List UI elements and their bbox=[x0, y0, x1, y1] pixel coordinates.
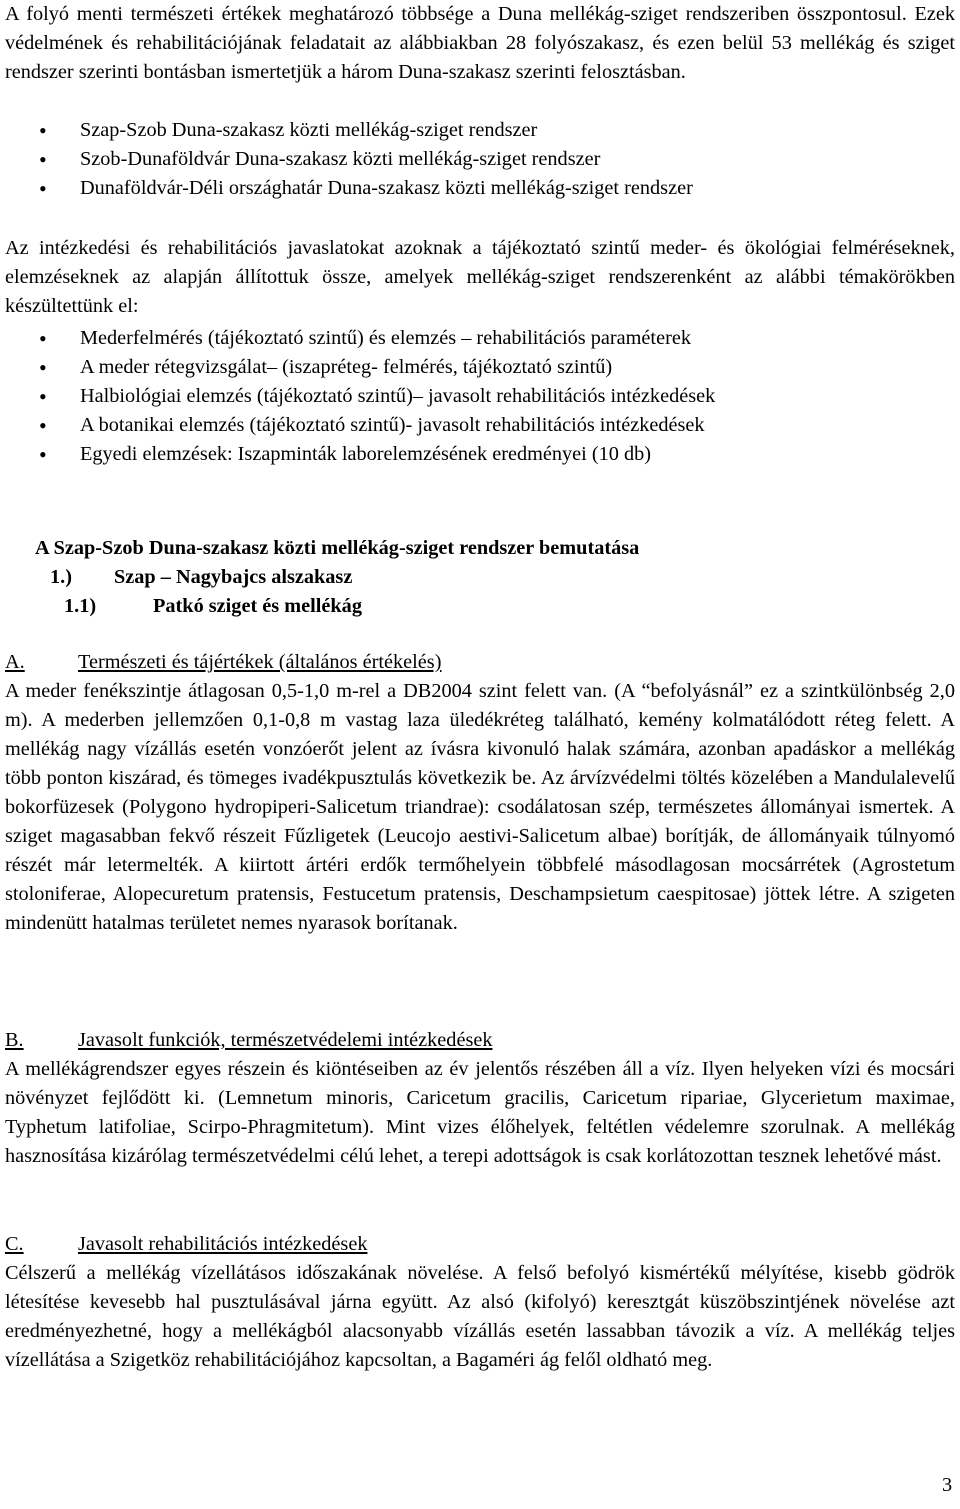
list-item: • Halbiológiai elemzés (tájékoztató szintű)– javasolt rehabilitációs intézkedések bbox=[5, 382, 955, 411]
section-c-text: Célszerű a mellékág vízellátásos időszakának növelése. A felső befolyó kismértékű mélyítése, kisebb gödrök létesítése kevesebb hal pusztulásával járna együtt. Az alsó (kifolyó) keresztgát küszöbszintjének növelése azt eredményezhetné, hogy a mellékágból alacsonyabb vízállás esetén lassabban távozik a víz. A mellékág teljes vízellátása a Szigetköz rehabilitációjához kapcsoltan, a Bagaméri ág felől oldható meg. bbox=[5, 1262, 955, 1371]
subheading-2 bbox=[64, 592, 362, 621]
intro-paragraph: A folyó menti természeti értékek meghatározó többsége a Duna mellékág-sziget rendszeriben összpontosul. Ezek védelmének és rehabilitációjának feladatait az alábbiakban 28 folyószakasz, és ezen belül 53 mellékág és sziget rendszer szerinti bontásban ismertetjük a három Duna-szakasz szerinti felosztásban. bbox=[5, 3, 955, 83]
section-b-heading bbox=[5, 1026, 492, 1055]
section-a-heading bbox=[5, 648, 441, 677]
list-item: • A botanikai elemzés (tájékoztató szintű)- javasolt rehabilitációs intézkedések bbox=[5, 411, 955, 440]
section-b-label: B. bbox=[5, 1029, 24, 1051]
list-item: • Szob-Dunaföldvár Duna-szakasz közti mellékág-sziget rendszer bbox=[5, 145, 955, 174]
list-item: • Szap-Szob Duna-szakasz közti mellékág-sziget rendszer bbox=[5, 116, 955, 145]
list-item: • Mederfelmérés (tájékoztató szintű) és elemzés – rehabilitációs paraméterek bbox=[5, 324, 955, 353]
section-c-title: Javasolt rehabilitációs intézkedések bbox=[78, 1233, 368, 1255]
subheading-1-number: 1.) bbox=[50, 566, 72, 588]
subheading-2-number: 1.1) bbox=[64, 595, 97, 617]
list-item: • Egyedi elemzések: Iszapminták laborelemzésének eredményei (10 db) bbox=[5, 440, 955, 469]
subheading-1-text: Szap – Nagybajcs alszakasz bbox=[114, 566, 353, 588]
subheading-1 bbox=[50, 563, 352, 592]
main-heading: A Szap-Szob Duna-szakasz közti mellékág-sziget rendszer bemutatása bbox=[35, 537, 640, 559]
section-a-text: A meder fenékszintje átlagosan 0,5-1,0 m-rel a DB2004 szint felett van. (A “befolyásnál” ez a szintkülönbség 2,0 m). A mederben jellemzően 0,1-0,8 m vastag laza üledékréteg található, kemény kolmatálódott réteg felett. A mellékág nagy vízállás esetén vonzóerőt jelent az ívásra kivonuló halak számára, azonban apadáskor a mellékág több ponton kiszárad, és tömeges ivadékpusztulás következik be. Az árvízvédelmi töltés közelében a Mandulalevelű bokorfüzesek (Polygono hydropiperi-Salicetum triandrae): csodálatosan szép, természetes állományai ismertek. A sziget magasabban fekvő részeit Fűzligetek (Leucojo aestivi-Salicetum albae) borítják, de állományaik túlnyomó részét már letermelték. A kiirtott ártéri erdők termőhelyein többfelé másodlagosan mocsárrétek (Agrostetum stoloniferae, Alopecuretum pratensis, Festucetum pratensis, Deschampsietum caespitosae) jöttek létre. A szigeten mindenütt hatalmas területet nemes nyarasok borítanak. bbox=[5, 680, 955, 934]
section-b-text: A mellékágrendszer egyes részein és kiöntéseiben az év jelentős részében áll a víz. Ilyen helyeken vízi és mocsári növényzet fejlődött ki. (Lemnetum minoris, Caricetum gracilis, Caricetum ripariae, Glycerietum maximae, Typhetum latifoliae, Scirpo-Phragmitetum). Mint vizes élőhelyek, feltétlen védelemre szorulnak. A mellékág hasznosítása kizárólag természetvédelmi célú lehet, a terepi adottságok is csak korlátozottan tesznek lehetővé mást. bbox=[5, 1058, 955, 1167]
section-a-title: Természeti és tájértékek (általános értékelés) bbox=[78, 651, 442, 673]
section-c-label: C. bbox=[5, 1233, 24, 1255]
list-item: • A meder rétegvizsgálat– (iszapréteg- felmérés, tájékoztató szintű) bbox=[5, 353, 955, 382]
list-item: • Dunaföldvár-Déli országhatár Duna-szakasz közti mellékág-sziget rendszer bbox=[5, 174, 955, 203]
page-number: 3 bbox=[942, 1474, 953, 1496]
measures-intro-paragraph: Az intézkedési és rehabilitációs javaslatokat azoknak a tájékoztató szintű meder- és ökológiai felméréseknek, elemzéseknek az alapján állítottuk össze, amelyek mellékág-sziget rendszerenként az alábbi témakörökben készültettünk el: bbox=[5, 237, 955, 317]
subheading-2-text: Patkó sziget és mellékág bbox=[153, 595, 362, 617]
danube-sections-list bbox=[5, 116, 955, 203]
section-a-label: A. bbox=[5, 651, 25, 673]
section-b-title: Javasolt funkciók, természetvédelemi intézkedések bbox=[78, 1029, 493, 1051]
survey-topics-list bbox=[5, 324, 955, 469]
section-c-heading bbox=[5, 1230, 367, 1259]
